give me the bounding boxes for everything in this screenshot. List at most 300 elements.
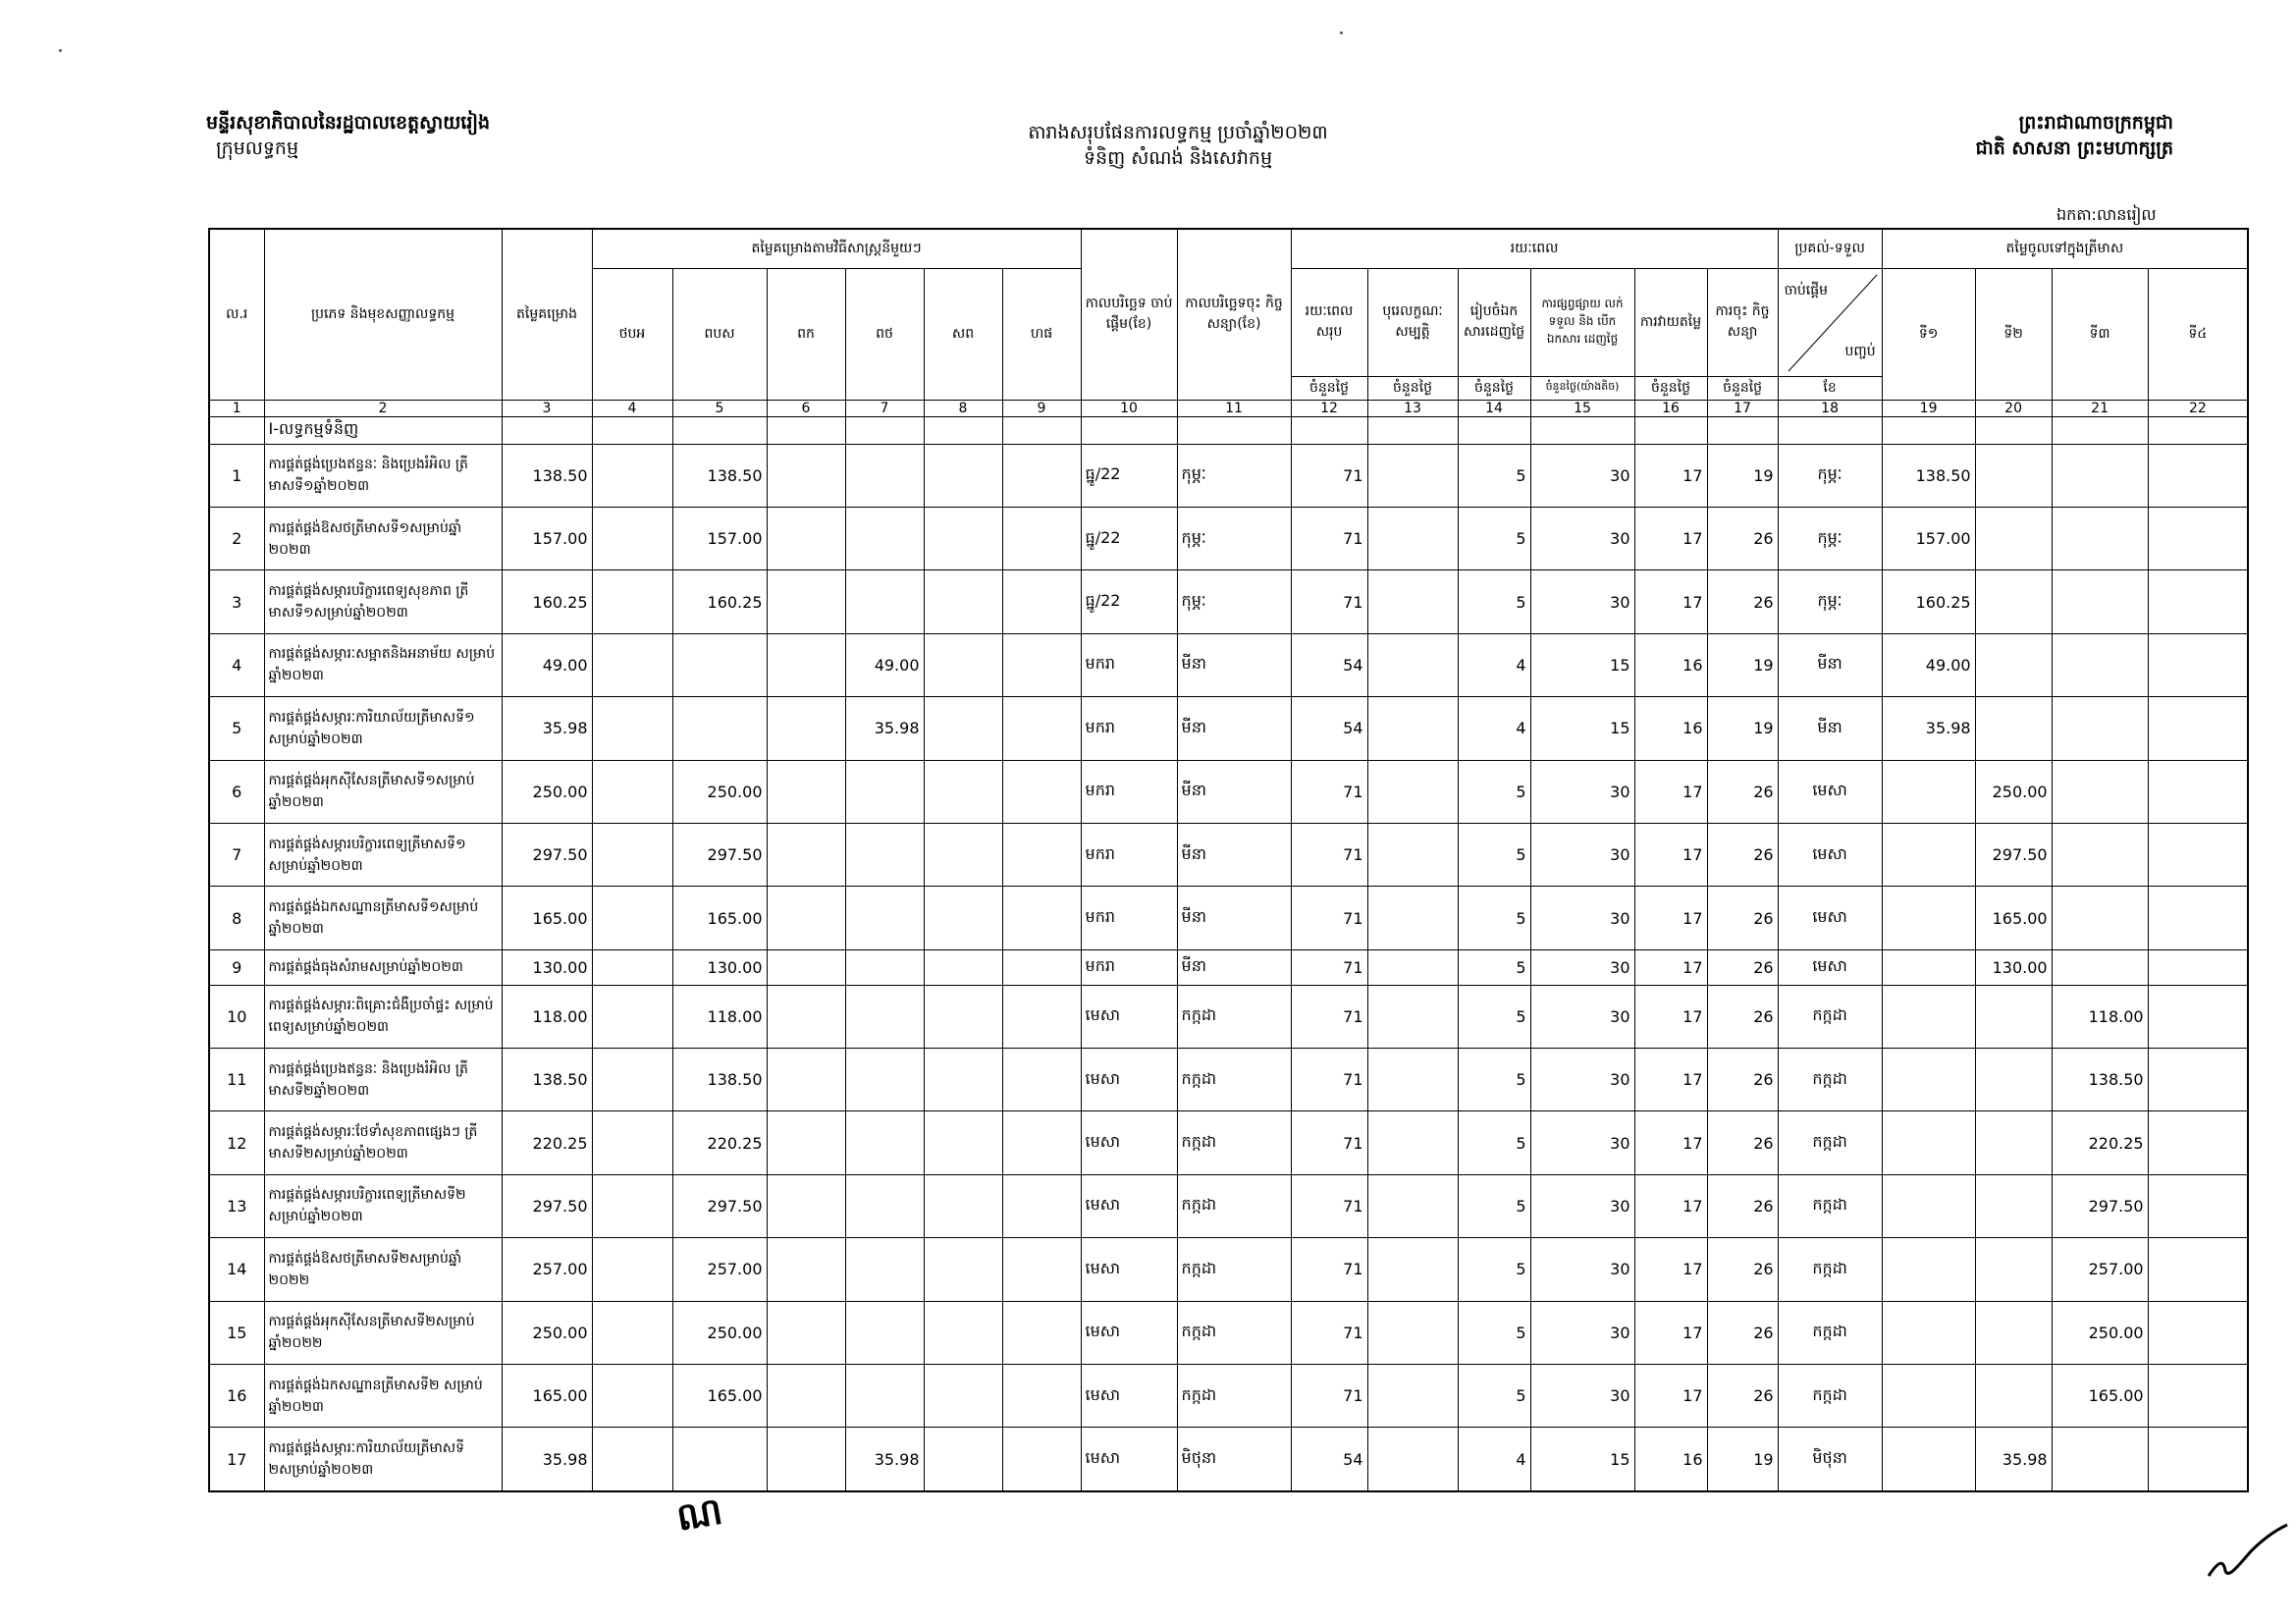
dur-3: ការផ្សព្វផ្សាយ លក់ ទទួល និង បើកឯកសារ ដេញថ្លៃ bbox=[1530, 268, 1634, 376]
row-quarter bbox=[2052, 823, 2148, 886]
row-src bbox=[767, 507, 845, 569]
col-sign-date: កាលបរិច្ឆេទចុះ កិច្ចសន្យា(ខែ) bbox=[1177, 229, 1291, 400]
row-src bbox=[845, 823, 924, 886]
row-dur: 71 bbox=[1291, 823, 1367, 886]
row-quarter bbox=[1975, 633, 2052, 696]
row-src bbox=[1002, 570, 1081, 633]
row-deliver: កុម្ភៈ bbox=[1778, 444, 1882, 507]
row-dur: 19 bbox=[1707, 444, 1778, 507]
row-sign: កក្កដា bbox=[1177, 1174, 1291, 1237]
row-dur: 17 bbox=[1634, 760, 1707, 823]
row-quarter bbox=[2052, 760, 2148, 823]
row-src bbox=[1002, 1428, 1081, 1491]
row-src bbox=[845, 1174, 924, 1237]
row-quarter bbox=[1882, 887, 1975, 949]
row-dur: 19 bbox=[1707, 633, 1778, 696]
row-src bbox=[845, 1301, 924, 1364]
row-dur: 71 bbox=[1291, 949, 1367, 985]
row-quarter: 130.00 bbox=[1975, 949, 2052, 985]
row-start: មករា bbox=[1081, 760, 1177, 823]
row-name: ការផ្គត់ផ្គង់សម្ភារបរិក្ខារពេទ្យត្រីមាសទី១ សម្រាប់ឆ្នាំ២០២៣ bbox=[264, 823, 502, 886]
scan-speck bbox=[59, 49, 62, 52]
row-src bbox=[924, 633, 1002, 696]
row-dur: 26 bbox=[1707, 985, 1778, 1048]
col-index: 3 bbox=[502, 400, 592, 416]
row-src bbox=[592, 985, 672, 1048]
col-index: 4 bbox=[592, 400, 672, 416]
row-quarter bbox=[2148, 1048, 2248, 1110]
row-dur bbox=[1367, 887, 1458, 949]
col-index: 12 bbox=[1291, 400, 1367, 416]
row-src bbox=[592, 1428, 672, 1491]
row-no: 3 bbox=[209, 570, 264, 633]
header-left bbox=[206, 110, 490, 161]
row-quarter bbox=[2148, 1364, 2248, 1427]
table-row bbox=[209, 444, 2248, 507]
row-dur: 26 bbox=[1707, 1364, 1778, 1427]
signature bbox=[2204, 1522, 2292, 1581]
row-estimate: 138.50 bbox=[502, 1048, 592, 1110]
row-deliver: កក្កដា bbox=[1778, 1238, 1882, 1301]
row-estimate: 35.98 bbox=[502, 697, 592, 760]
row-no: 10 bbox=[209, 985, 264, 1048]
row-src bbox=[592, 1174, 672, 1237]
row-dur: 26 bbox=[1707, 1238, 1778, 1301]
row-src bbox=[767, 949, 845, 985]
row-dur: 17 bbox=[1634, 1111, 1707, 1174]
row-estimate: 250.00 bbox=[502, 760, 592, 823]
row-quarter bbox=[1975, 1048, 2052, 1110]
row-quarter bbox=[2148, 760, 2248, 823]
row-name: ការផ្គត់ផ្គង់ប្រេងឥន្ធនៈ និងប្រេងរំអិល ត្រីមាសទី១ឆ្នាំ២០២៣ bbox=[264, 444, 502, 507]
row-src bbox=[924, 1048, 1002, 1110]
quarter-4: ទី៤ bbox=[2148, 268, 2248, 400]
row-src bbox=[1002, 1238, 1081, 1301]
row-deliver: កក្កដា bbox=[1778, 1364, 1882, 1427]
col-index: 1 bbox=[209, 400, 264, 416]
row-deliver: មីនា bbox=[1778, 633, 1882, 696]
row-src bbox=[845, 1048, 924, 1110]
row-quarter: 165.00 bbox=[2052, 1364, 2148, 1427]
col-index: 2 bbox=[264, 400, 502, 416]
row-quarter: 297.50 bbox=[1975, 823, 2052, 886]
row-quarter bbox=[2052, 1428, 2148, 1491]
row-quarter bbox=[1975, 985, 2052, 1048]
row-quarter bbox=[1975, 1238, 2052, 1301]
row-dur: 5 bbox=[1458, 949, 1530, 985]
row-name: ការផ្គត់ផ្គង់ឱសថត្រីមាសទី១សម្រាប់ឆ្នាំ ២០២៣ bbox=[264, 507, 502, 569]
dur-2: រៀបចំឯក សារដេញថ្លៃ bbox=[1458, 268, 1530, 376]
row-quarter: 165.00 bbox=[1975, 887, 2052, 949]
table-row bbox=[209, 1364, 2248, 1427]
row-src bbox=[845, 570, 924, 633]
row-name: ការផ្គត់ផ្គង់ប្រេងឥន្ធនៈ និងប្រេងរំអិល ត្រីមាសទី២ឆ្នាំ២០២៣ bbox=[264, 1048, 502, 1110]
row-dur: 71 bbox=[1291, 507, 1367, 569]
row-src: 165.00 bbox=[672, 887, 767, 949]
row-dur: 71 bbox=[1291, 1364, 1367, 1427]
row-dur: 4 bbox=[1458, 633, 1530, 696]
row-src: 49.00 bbox=[845, 633, 924, 696]
row-dur: 30 bbox=[1530, 760, 1634, 823]
row-dur: 17 bbox=[1634, 1048, 1707, 1110]
row-start: មេសា bbox=[1081, 985, 1177, 1048]
row-src bbox=[767, 570, 845, 633]
row-dur: 26 bbox=[1707, 823, 1778, 886]
row-start: ធ្នូ/22 bbox=[1081, 570, 1177, 633]
row-dur: 26 bbox=[1707, 1301, 1778, 1364]
row-deliver: កក្កដា bbox=[1778, 985, 1882, 1048]
row-src bbox=[924, 949, 1002, 985]
row-dur bbox=[1367, 1174, 1458, 1237]
row-sign: កុម្ភៈ bbox=[1177, 444, 1291, 507]
row-dur: 54 bbox=[1291, 633, 1367, 696]
row-no: 2 bbox=[209, 507, 264, 569]
row-src bbox=[845, 887, 924, 949]
row-dur: 5 bbox=[1458, 887, 1530, 949]
row-dur: 71 bbox=[1291, 1238, 1367, 1301]
row-src bbox=[845, 1238, 924, 1301]
row-dur: 30 bbox=[1530, 1111, 1634, 1174]
row-src bbox=[845, 1111, 924, 1174]
row-dur: 5 bbox=[1458, 444, 1530, 507]
row-dur bbox=[1367, 760, 1458, 823]
row-dur: 17 bbox=[1634, 1238, 1707, 1301]
row-start: ធ្នូ/22 bbox=[1081, 507, 1177, 569]
procurement-unit: ក្រុមលទ្ធកម្ម bbox=[216, 137, 299, 159]
row-dur: 17 bbox=[1634, 507, 1707, 569]
col-index: 9 bbox=[1002, 400, 1081, 416]
row-src bbox=[767, 1428, 845, 1491]
row-dur: 26 bbox=[1707, 760, 1778, 823]
col-index: 16 bbox=[1634, 400, 1707, 416]
row-estimate: 250.00 bbox=[502, 1301, 592, 1364]
row-src bbox=[767, 444, 845, 507]
row-src: 250.00 bbox=[672, 760, 767, 823]
row-name: ការផ្គត់ផ្គង់អុកស៊ីសែនត្រីមាសទី២សម្រាប់ ឆ្នាំ២០២២ bbox=[264, 1301, 502, 1364]
row-dur bbox=[1367, 444, 1458, 507]
row-dur: 17 bbox=[1634, 823, 1707, 886]
row-src bbox=[767, 633, 845, 696]
row-src: 35.98 bbox=[845, 697, 924, 760]
row-dur bbox=[1367, 1048, 1458, 1110]
row-estimate: 257.00 bbox=[502, 1238, 592, 1301]
row-quarter bbox=[1882, 1364, 1975, 1427]
row-quarter bbox=[1882, 949, 1975, 985]
row-start: មករា bbox=[1081, 633, 1177, 696]
row-src bbox=[592, 823, 672, 886]
row-quarter bbox=[1975, 444, 2052, 507]
row-quarter bbox=[2052, 507, 2148, 569]
row-quarter: 257.00 bbox=[2052, 1238, 2148, 1301]
row-dur bbox=[1367, 985, 1458, 1048]
ministry-name: មន្ទីរសុខាភិបាលនៃរដ្ឋបាលខេត្តស្វាយរៀង bbox=[206, 112, 491, 134]
row-estimate: 49.00 bbox=[502, 633, 592, 696]
row-quarter: 297.50 bbox=[2052, 1174, 2148, 1237]
row-name: ការផ្គត់ផ្គង់សម្ភារបរិក្ខារពេទ្យសុខភាព ត្រីមាសទី១សម្រាប់ឆ្នាំ២០២៣ bbox=[264, 570, 502, 633]
row-quarter bbox=[2148, 444, 2248, 507]
row-quarter bbox=[1882, 1174, 1975, 1237]
row-quarter: 157.00 bbox=[1882, 507, 1975, 569]
row-sign: មិថុនា bbox=[1177, 1428, 1291, 1491]
row-dur: 30 bbox=[1530, 1174, 1634, 1237]
row-dur: 30 bbox=[1530, 949, 1634, 985]
deliver-start: ចាប់ផ្ដើម bbox=[1784, 282, 1829, 298]
table-row bbox=[209, 887, 2248, 949]
unit-note: ឯកតា:លានរៀល bbox=[2056, 205, 2157, 224]
row-src bbox=[592, 507, 672, 569]
row-src bbox=[1002, 507, 1081, 569]
dur-unit-1: ចំនួនថ្ងៃ bbox=[1367, 376, 1458, 400]
row-src bbox=[1002, 444, 1081, 507]
row-src: 160.25 bbox=[672, 570, 767, 633]
table-row bbox=[209, 760, 2248, 823]
row-dur: 5 bbox=[1458, 760, 1530, 823]
row-quarter bbox=[1975, 570, 2052, 633]
col-index: 17 bbox=[1707, 400, 1778, 416]
row-quarter bbox=[2148, 697, 2248, 760]
row-dur: 16 bbox=[1634, 633, 1707, 696]
row-quarter bbox=[1882, 1048, 1975, 1110]
row-dur: 26 bbox=[1707, 507, 1778, 569]
row-start: មេសា bbox=[1081, 1238, 1177, 1301]
row-estimate: 297.50 bbox=[502, 1174, 592, 1237]
quarter-2: ទី២ bbox=[1975, 268, 2052, 400]
row-src bbox=[1002, 823, 1081, 886]
row-dur: 19 bbox=[1707, 1428, 1778, 1491]
row-sign: កក្កដា bbox=[1177, 1364, 1291, 1427]
column-index-row bbox=[209, 400, 2248, 416]
row-dur bbox=[1367, 1301, 1458, 1364]
row-dur: 17 bbox=[1634, 444, 1707, 507]
quarter-3: ទី៣ bbox=[2052, 268, 2148, 400]
row-deliver: កក្កដា bbox=[1778, 1174, 1882, 1237]
row-start: មេសា bbox=[1081, 1111, 1177, 1174]
col-index: 7 bbox=[845, 400, 924, 416]
row-quarter bbox=[1975, 1111, 2052, 1174]
row-src bbox=[592, 1048, 672, 1110]
row-src bbox=[592, 697, 672, 760]
row-quarter bbox=[2148, 985, 2248, 1048]
col-index: 22 bbox=[2148, 400, 2248, 416]
row-src bbox=[767, 985, 845, 1048]
row-start: មេសា bbox=[1081, 1048, 1177, 1110]
row-quarter: 49.00 bbox=[1882, 633, 1975, 696]
row-src bbox=[845, 949, 924, 985]
row-name: ការផ្គត់ផ្គង់ឯកសណ្ឋានត្រីមាសទី១សម្រាប់ ឆ្នាំ២០២៣ bbox=[264, 887, 502, 949]
row-sign: កុម្ភៈ bbox=[1177, 570, 1291, 633]
kingdom-title: ព្រះរាជាណាចក្រកម្ពុជា bbox=[2018, 112, 2173, 134]
row-src bbox=[672, 697, 767, 760]
row-src bbox=[845, 507, 924, 569]
row-quarter bbox=[2052, 633, 2148, 696]
table-row bbox=[209, 570, 2248, 633]
row-quarter bbox=[2148, 1174, 2248, 1237]
row-src bbox=[1002, 697, 1081, 760]
row-name: ការផ្គត់ផ្គង់សម្ភារបរិក្ខារពេទ្យត្រីមាសទី២ សម្រាប់ឆ្នាំ២០២៣ bbox=[264, 1174, 502, 1237]
row-dur: 15 bbox=[1530, 633, 1634, 696]
row-sign: កក្កដា bbox=[1177, 1301, 1291, 1364]
row-no: 16 bbox=[209, 1364, 264, 1427]
row-dur bbox=[1367, 823, 1458, 886]
row-src: 130.00 bbox=[672, 949, 767, 985]
table-row bbox=[209, 1428, 2248, 1491]
row-src bbox=[924, 985, 1002, 1048]
row-name: ការផ្គត់ផ្គង់សម្ភារៈការិយាល័យត្រីមាសទី ២សម្រាប់ឆ្នាំ២០២៣ bbox=[264, 1428, 502, 1491]
row-src bbox=[924, 1428, 1002, 1491]
row-dur: 71 bbox=[1291, 760, 1367, 823]
row-src bbox=[592, 949, 672, 985]
row-src bbox=[672, 1428, 767, 1491]
row-src bbox=[924, 1238, 1002, 1301]
row-name: ការផ្គត់ផ្គង់អុកស៊ីសែនត្រីមាសទី១សម្រាប់ ឆ្នាំ២០២៣ bbox=[264, 760, 502, 823]
row-deliver: មេសា bbox=[1778, 887, 1882, 949]
row-sign: មីនា bbox=[1177, 760, 1291, 823]
row-sign: មីនា bbox=[1177, 887, 1291, 949]
group-source: តម្លៃគម្រោងតាមវិធីសាស្ត្រនីមួយៗ bbox=[592, 229, 1081, 268]
row-no: 13 bbox=[209, 1174, 264, 1237]
row-dur: 5 bbox=[1458, 1048, 1530, 1110]
row-dur: 5 bbox=[1458, 823, 1530, 886]
row-src: 250.00 bbox=[672, 1301, 767, 1364]
row-quarter bbox=[2052, 887, 2148, 949]
table-row bbox=[209, 823, 2248, 886]
row-src bbox=[767, 887, 845, 949]
row-sign: មីនា bbox=[1177, 633, 1291, 696]
src-3: ពថ bbox=[845, 268, 924, 400]
row-src bbox=[845, 760, 924, 823]
row-src bbox=[924, 507, 1002, 569]
row-dur bbox=[1367, 697, 1458, 760]
row-dur: 19 bbox=[1707, 697, 1778, 760]
dur-4: ការវាយតម្លៃ bbox=[1634, 268, 1707, 376]
row-start: មេសា bbox=[1081, 1428, 1177, 1491]
table-row bbox=[209, 1111, 2248, 1174]
row-quarter bbox=[1882, 1111, 1975, 1174]
src-1: ពបស bbox=[672, 268, 767, 400]
row-quarter bbox=[1975, 697, 2052, 760]
row-quarter: 138.50 bbox=[2052, 1048, 2148, 1110]
dur-0: រយៈពេល សរុប bbox=[1291, 268, 1367, 376]
row-src bbox=[845, 444, 924, 507]
row-dur: 54 bbox=[1291, 1428, 1367, 1491]
row-start: មករា bbox=[1081, 949, 1177, 985]
row-estimate: 165.00 bbox=[502, 887, 592, 949]
row-deliver: មេសា bbox=[1778, 760, 1882, 823]
row-dur: 5 bbox=[1458, 570, 1530, 633]
row-src: 220.25 bbox=[672, 1111, 767, 1174]
row-src bbox=[592, 1364, 672, 1427]
row-src bbox=[767, 1364, 845, 1427]
row-quarter bbox=[1975, 1301, 2052, 1364]
row-dur: 30 bbox=[1530, 887, 1634, 949]
row-deliver: កក្កដា bbox=[1778, 1301, 1882, 1364]
row-estimate: 118.00 bbox=[502, 985, 592, 1048]
table-row bbox=[209, 1238, 2248, 1301]
row-sign: កក្កដា bbox=[1177, 1238, 1291, 1301]
row-estimate: 138.50 bbox=[502, 444, 592, 507]
row-sign: កុម្ភៈ bbox=[1177, 507, 1291, 569]
row-src: 257.00 bbox=[672, 1238, 767, 1301]
row-quarter bbox=[2148, 507, 2248, 569]
row-name: ការផ្គត់ផ្គង់សម្ភារៈការិយាល័យត្រីមាសទី១ សម្រាប់ឆ្នាំ២០២៣ bbox=[264, 697, 502, 760]
row-src bbox=[924, 760, 1002, 823]
row-dur: 5 bbox=[1458, 507, 1530, 569]
row-dur bbox=[1367, 633, 1458, 696]
row-quarter: 138.50 bbox=[1882, 444, 1975, 507]
row-estimate: 157.00 bbox=[502, 507, 592, 569]
col-index: 20 bbox=[1975, 400, 2052, 416]
row-quarter bbox=[2148, 570, 2248, 633]
table-row bbox=[209, 1048, 2248, 1110]
row-src: 35.98 bbox=[845, 1428, 924, 1491]
row-start: ធ្នូ/22 bbox=[1081, 444, 1177, 507]
row-src bbox=[924, 1111, 1002, 1174]
dur-unit-2: ចំនួនថ្ងៃ bbox=[1458, 376, 1530, 400]
row-quarter: 35.98 bbox=[1975, 1428, 2052, 1491]
row-dur: 15 bbox=[1530, 697, 1634, 760]
row-dur: 71 bbox=[1291, 985, 1367, 1048]
row-quarter bbox=[1882, 823, 1975, 886]
row-dur: 26 bbox=[1707, 1048, 1778, 1110]
row-quarter: 118.00 bbox=[2052, 985, 2148, 1048]
row-quarter bbox=[1975, 507, 2052, 569]
row-name: ការផ្គត់ផ្គង់ឯកសណ្ឋានត្រីមាសទី២ សម្រាប់ឆ្នាំ២០២៣ bbox=[264, 1364, 502, 1427]
row-deliver: មេសា bbox=[1778, 823, 1882, 886]
row-dur: 71 bbox=[1291, 1301, 1367, 1364]
row-quarter bbox=[2052, 570, 2148, 633]
row-sign: កក្កដា bbox=[1177, 1111, 1291, 1174]
row-no: 1 bbox=[209, 444, 264, 507]
row-src bbox=[924, 444, 1002, 507]
row-dur bbox=[1367, 1238, 1458, 1301]
row-no: 12 bbox=[209, 1111, 264, 1174]
row-dur: 26 bbox=[1707, 887, 1778, 949]
row-quarter bbox=[1882, 760, 1975, 823]
row-deliver: កក្កដា bbox=[1778, 1048, 1882, 1110]
row-src bbox=[924, 1301, 1002, 1364]
row-dur: 5 bbox=[1458, 1111, 1530, 1174]
kingdom-motto: ជាតិ សាសនា ព្រះមហាក្សត្រ bbox=[1975, 137, 2173, 159]
row-src bbox=[924, 570, 1002, 633]
row-quarter: 250.00 bbox=[1975, 760, 2052, 823]
row-dur: 4 bbox=[1458, 1428, 1530, 1491]
row-src bbox=[592, 570, 672, 633]
row-src bbox=[1002, 887, 1081, 949]
row-start: មេសា bbox=[1081, 1174, 1177, 1237]
row-src bbox=[1002, 1174, 1081, 1237]
row-estimate: 297.50 bbox=[502, 823, 592, 886]
row-estimate: 220.25 bbox=[502, 1111, 592, 1174]
col-index: 14 bbox=[1458, 400, 1530, 416]
document-title: តារាងសរុបផែនការលទ្ធកម្ម ប្រចាំឆ្នាំ២០២៣ bbox=[1028, 122, 1328, 143]
dur-unit-4: ចំនួនថ្ងៃ bbox=[1634, 376, 1707, 400]
col-index: 11 bbox=[1177, 400, 1291, 416]
row-dur: 26 bbox=[1707, 1174, 1778, 1237]
row-dur bbox=[1367, 1364, 1458, 1427]
row-estimate: 160.25 bbox=[502, 570, 592, 633]
table-row bbox=[209, 507, 2248, 569]
row-src bbox=[1002, 949, 1081, 985]
row-quarter bbox=[2052, 444, 2148, 507]
row-src bbox=[767, 1301, 845, 1364]
row-src bbox=[672, 633, 767, 696]
row-no: 17 bbox=[209, 1428, 264, 1491]
row-dur: 30 bbox=[1530, 1301, 1634, 1364]
group-duration: រយៈពេល bbox=[1291, 229, 1778, 268]
row-dur: 17 bbox=[1634, 1301, 1707, 1364]
row-src: 297.50 bbox=[672, 823, 767, 886]
row-dur: 17 bbox=[1634, 949, 1707, 985]
